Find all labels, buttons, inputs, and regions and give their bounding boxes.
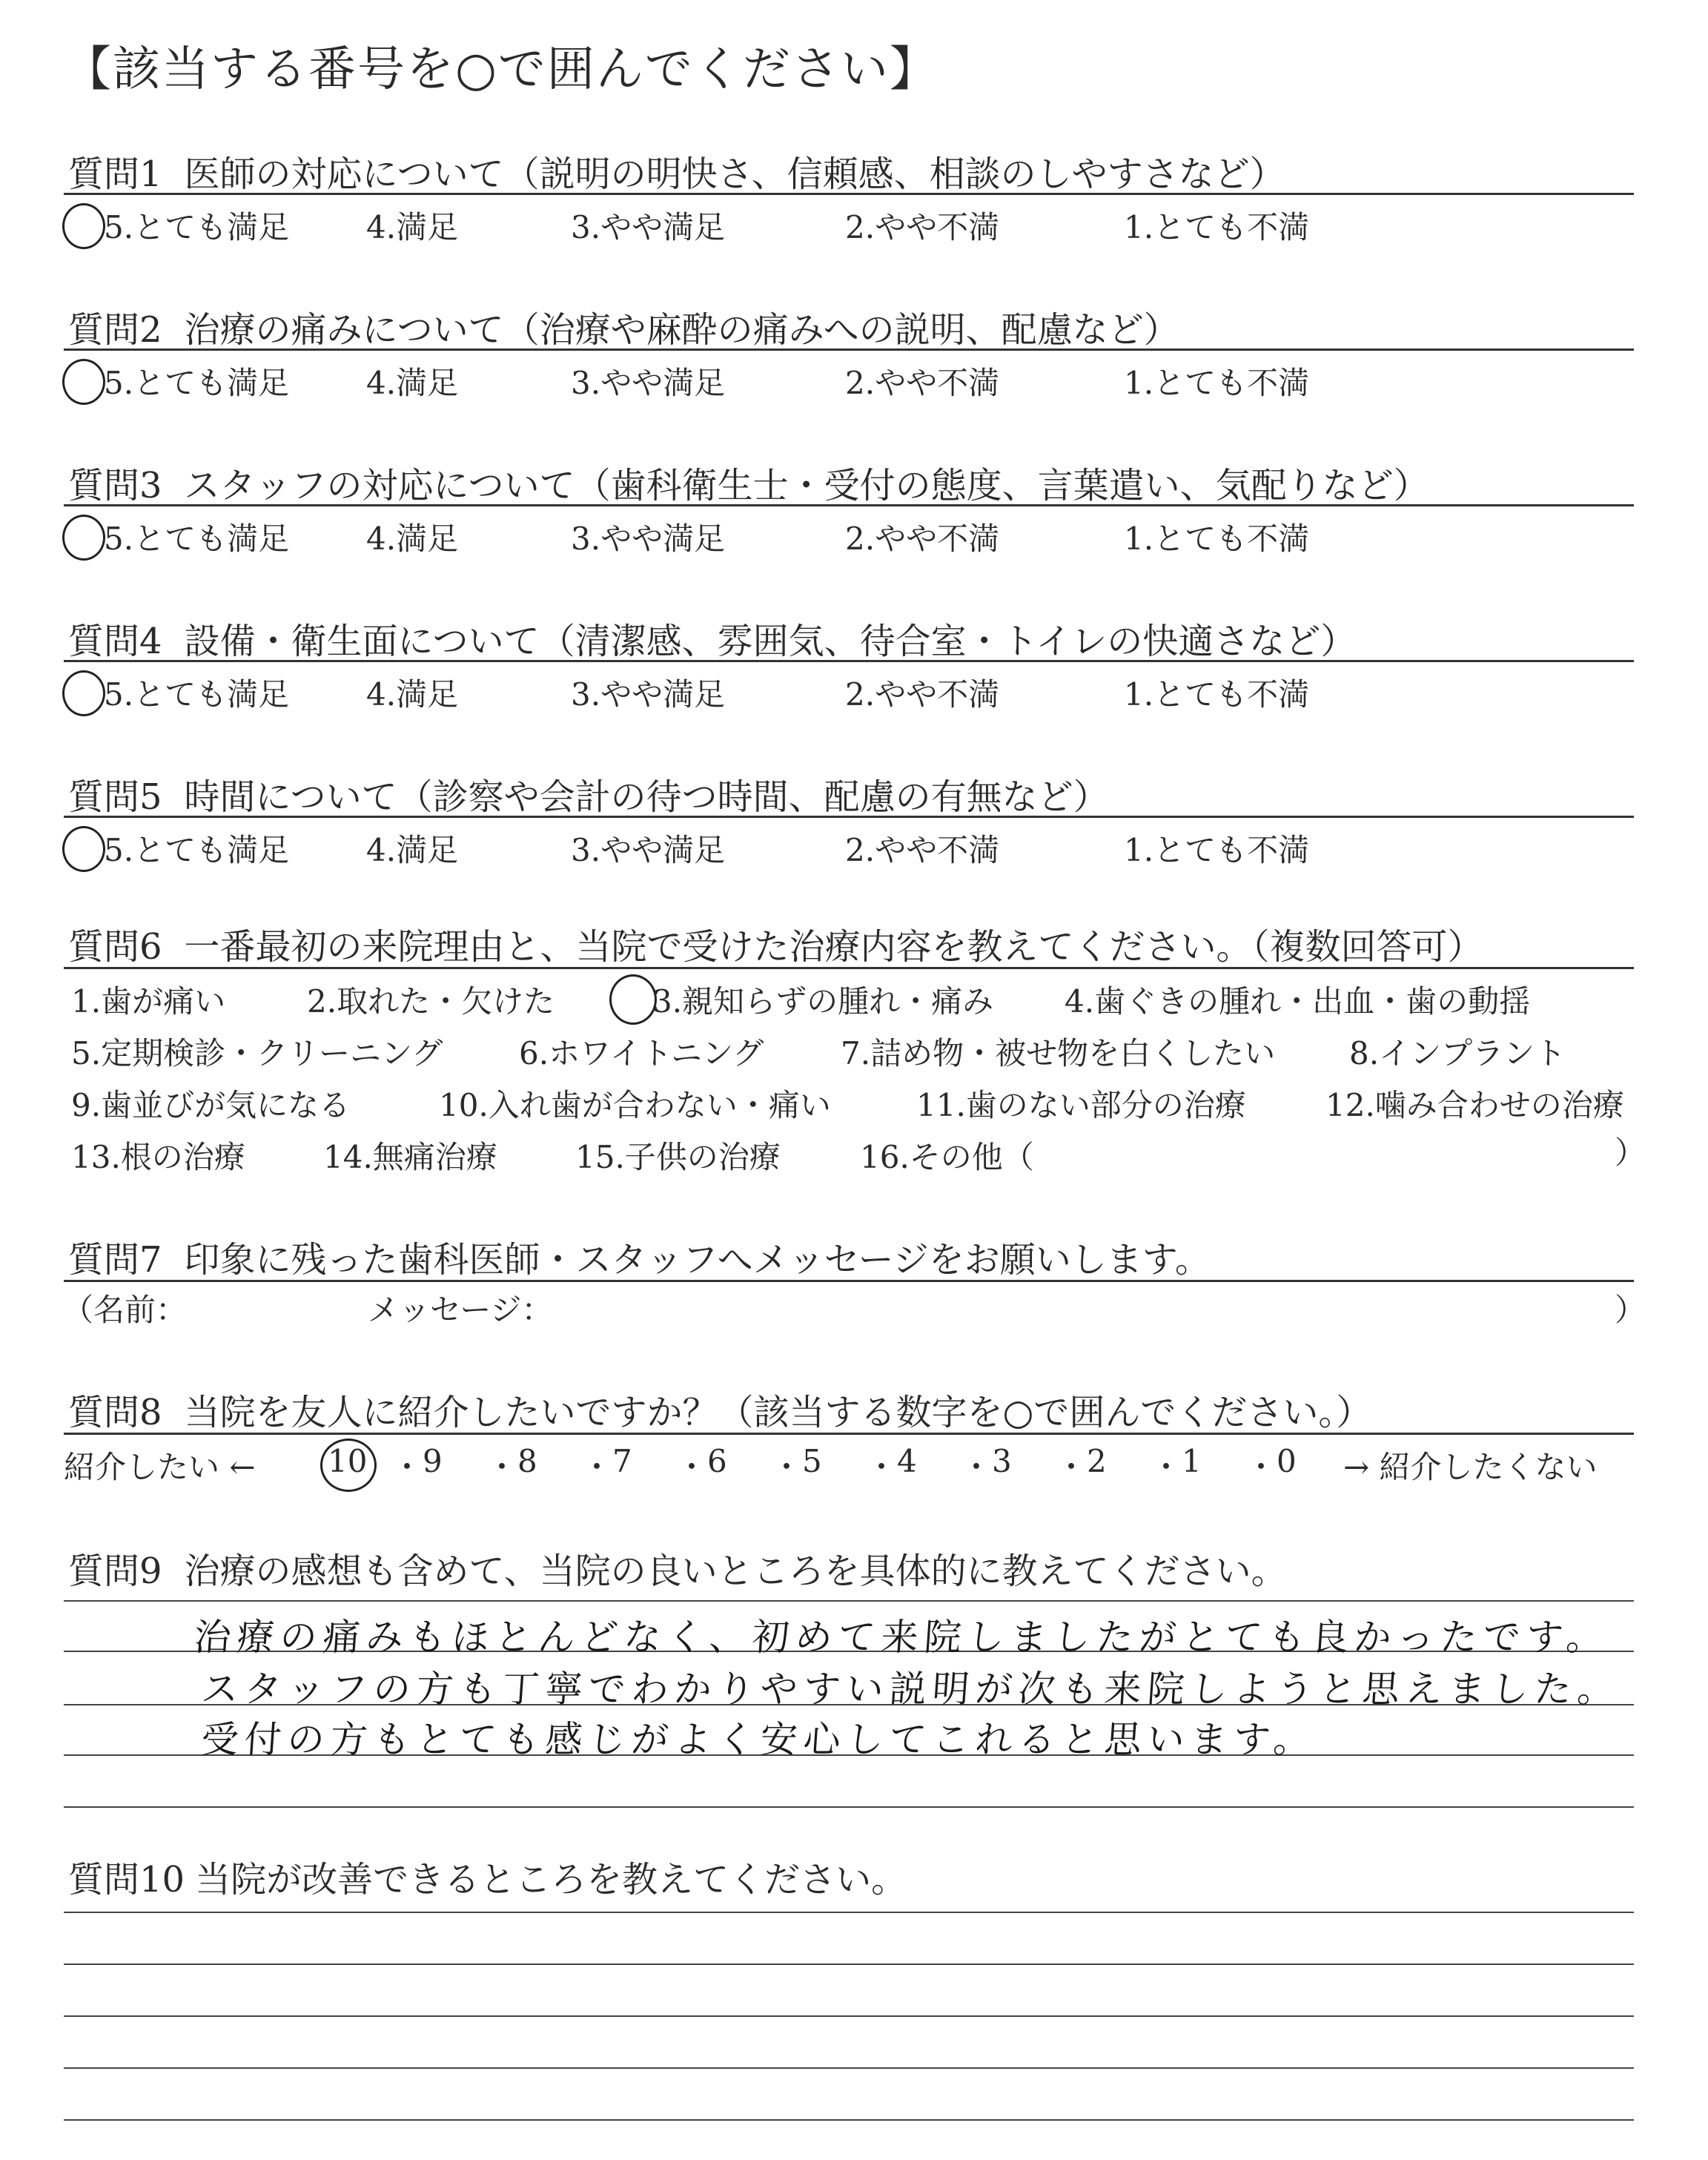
q8-title — [68, 1384, 1371, 1435]
rating-option[interactable]: 5.とても満足 — [104, 676, 290, 713]
q8-scale-value[interactable]: 1 — [1182, 1443, 1202, 1479]
q7-name-label: （名前： — [62, 1292, 188, 1328]
q9-answer-line: スタッフの方も丁寧でわかりやすい説明が次も来院しようと思えました。 — [199, 1668, 1622, 1711]
q8-scale-value[interactable]: 5 — [802, 1443, 822, 1479]
selected-answer-circle — [62, 826, 105, 872]
q6-option[interactable]: 4.歯ぐきの腫れ・出血・歯の動揺 — [1065, 983, 1531, 1020]
rating-option[interactable]: 3.やや満足 — [571, 832, 726, 868]
rating-option[interactable]: 5.とても満足 — [104, 365, 290, 401]
rating-option[interactable]: 5.とても満足 — [104, 521, 290, 557]
rating-option[interactable]: 4.満足 — [366, 521, 459, 557]
q8-scale-value[interactable]: 7 — [612, 1443, 632, 1479]
q9-answer-line: 治療の痛みもほとんどなく、初めて来院しましたがとても良かったです。 — [192, 1616, 1611, 1659]
rating-option[interactable]: 5.とても満足 — [104, 209, 290, 245]
q8-scale-separator: ・ — [1245, 1449, 1277, 1485]
rating-option[interactable]: 5.とても満足 — [104, 832, 290, 868]
q10-line — [64, 2119, 1634, 2121]
question-title — [68, 768, 1109, 819]
question-rule — [64, 193, 1634, 195]
q6-option[interactable]: 6.ホワイトニング — [519, 1035, 764, 1071]
question-number: 質問5 — [68, 776, 162, 818]
q9-line — [64, 1600, 1634, 1602]
q6-option[interactable]: 7.詰め物・被せ物を白くしたい — [841, 1035, 1276, 1071]
rating-option[interactable]: 1.とても不満 — [1124, 521, 1310, 557]
q8-scale-value[interactable]: 9 — [423, 1443, 443, 1479]
rating-option[interactable]: 2.やや不満 — [845, 365, 1000, 401]
question-text: 治療の痛みについて（治療や麻酔の痛みへの説明、配慮など） — [184, 309, 1179, 351]
rating-option[interactable]: 4.満足 — [366, 676, 459, 713]
q8-scale-separator: ・ — [581, 1449, 613, 1485]
q10-title — [68, 1851, 907, 1902]
q6-option[interactable]: 8.インプラント — [1349, 1035, 1566, 1071]
q8-scale-value[interactable]: 3 — [992, 1443, 1012, 1479]
q10-number: 質問10 — [68, 1859, 185, 1900]
q7-rule — [64, 1280, 1634, 1282]
rating-option[interactable]: 1.とても不満 — [1124, 676, 1310, 713]
q6-number: 質問6 — [68, 926, 162, 968]
q8-scale-separator: ・ — [1151, 1449, 1182, 1485]
question-rule — [64, 349, 1634, 351]
q8-text: 当院を友人に紹介したいですか？（該当する数字を○で囲んでください。） — [184, 1392, 1372, 1433]
q9-text: 治療の感想も含めて、当院の良いところを具体的に教えてください。 — [184, 1550, 1287, 1592]
q8-scale-value[interactable]: 0 — [1277, 1443, 1297, 1479]
rating-option[interactable]: 3.やや満足 — [571, 676, 726, 713]
rating-option[interactable]: 2.やや不満 — [845, 676, 1000, 713]
q8-right-label: → 紹介したくない — [1343, 1449, 1598, 1485]
q8-scale-separator: ・ — [391, 1449, 423, 1485]
rating-option[interactable]: 4.満足 — [366, 832, 459, 868]
rating-option[interactable]: 4.満足 — [366, 209, 459, 245]
q10-line — [64, 1964, 1634, 1965]
q6-option[interactable]: 10.入れ歯が合わない・痛い — [439, 1087, 831, 1123]
q6-option[interactable]: 16.その他（ — [860, 1139, 1034, 1175]
q10-text: 当院が改善できるところを教えてください。 — [195, 1859, 907, 1900]
question-number: 質問3 — [68, 465, 162, 506]
question-number: 質問4 — [68, 621, 162, 662]
q8-scale-separator: ・ — [676, 1449, 708, 1485]
q8-selected-circle — [320, 1439, 377, 1492]
question-title — [68, 457, 1429, 508]
question-title — [68, 612, 1356, 664]
question-text: スタッフの対応について（歯科衛生士・受付の態度、言葉遣い、気配りなど） — [184, 465, 1429, 506]
selected-answer-circle — [62, 670, 105, 716]
q9-answer-line: 受付の方もとても感じがよく安心してこれると思います。 — [199, 1718, 1318, 1761]
q9-number: 質問9 — [68, 1550, 162, 1592]
q8-rule — [64, 1433, 1634, 1435]
q8-scale-separator: ・ — [771, 1449, 803, 1485]
q8-left-label: 紹介したい ← — [64, 1449, 256, 1485]
q8-scale-value[interactable]: 4 — [897, 1443, 917, 1479]
q6-text: 一番最初の来院理由と、当院で受けた治療内容を教えてください。（複数回答可） — [184, 926, 1483, 968]
q6-option[interactable]: 15.子供の治療 — [575, 1139, 781, 1175]
q6-selected-circle — [609, 974, 657, 1025]
q8-number: 質問8 — [68, 1392, 162, 1433]
q6-option[interactable]: 1.歯が痛い — [71, 983, 226, 1020]
question-rule — [64, 504, 1634, 506]
q7-close-paren: ） — [1615, 1292, 1646, 1328]
q8-scale-separator: ・ — [961, 1449, 993, 1485]
q6-option[interactable]: 11.歯のない部分の治療 — [916, 1087, 1246, 1123]
q6-option[interactable]: 13.根の治療 — [71, 1139, 245, 1175]
q6-option[interactable]: 9.歯並びが気になる — [71, 1087, 351, 1123]
q6-title — [68, 918, 1483, 969]
q10-line — [64, 2067, 1634, 2069]
q6-option[interactable]: 3.親知らずの腫れ・痛み — [652, 983, 994, 1020]
q7-number: 質問7 — [68, 1239, 162, 1281]
q6-option[interactable]: 12.噛み合わせの治療 — [1325, 1087, 1624, 1123]
rating-option[interactable]: 3.やや満足 — [571, 521, 726, 557]
rating-option[interactable]: 2.やや不満 — [845, 521, 1000, 557]
selected-answer-circle — [62, 359, 105, 405]
rating-option[interactable]: 2.やや不満 — [845, 209, 1000, 245]
rating-option[interactable]: 4.満足 — [366, 365, 459, 401]
question-number: 質問1 — [68, 153, 162, 195]
q8-scale-separator: ・ — [1056, 1449, 1088, 1485]
q10-line — [64, 1912, 1634, 1913]
q9-line — [64, 1806, 1634, 1808]
rating-option[interactable]: 3.やや満足 — [571, 209, 726, 245]
question-rule — [64, 816, 1634, 818]
q8-scale-value[interactable]: 10 — [328, 1443, 368, 1479]
q9-title — [68, 1542, 1287, 1593]
q8-scale-separator: ・ — [866, 1449, 898, 1485]
q7-title — [68, 1231, 1211, 1282]
q8-scale-separator: ・ — [486, 1449, 518, 1485]
question-text: 設備・衛生面について（清潔感、雰囲気、待合室・トイレの快適さなど） — [184, 621, 1357, 662]
question-text: 医師の対応について（説明の明快さ、信頼感、相談のしやすさなど） — [184, 153, 1285, 195]
q7-message-label: メッセージ： — [368, 1292, 553, 1328]
question-text: 時間について（診察や会計の待つ時間、配慮の有無など） — [184, 776, 1109, 818]
q10-line — [64, 2015, 1634, 2017]
form-header: 【該当する番号を○で囲んでください】 — [64, 42, 939, 97]
q6-close-paren: ） — [1615, 1135, 1646, 1171]
selected-answer-circle — [62, 203, 105, 249]
selected-answer-circle — [62, 515, 105, 561]
question-title — [68, 145, 1285, 196]
q6-option[interactable]: 14.無痛治療 — [323, 1139, 497, 1175]
rating-option[interactable]: 3.やや満足 — [571, 365, 726, 401]
question-title — [68, 301, 1179, 352]
q8-scale-value[interactable]: 8 — [517, 1443, 537, 1479]
q6-option[interactable]: 2.取れた・欠けた — [307, 983, 555, 1020]
question-rule — [64, 660, 1634, 662]
q6-option[interactable]: 5.定期検診・クリーニング — [71, 1035, 443, 1071]
rating-option[interactable]: 1.とても不満 — [1124, 832, 1310, 868]
rating-option[interactable]: 1.とても不満 — [1124, 209, 1310, 245]
rating-option[interactable]: 2.やや不満 — [845, 832, 1000, 868]
question-number: 質問2 — [68, 309, 162, 351]
q7-text: 印象に残った歯科医師・スタッフへメッセージをお願いします。 — [184, 1239, 1211, 1281]
q6-rule — [64, 967, 1634, 969]
q8-scale-value[interactable]: 2 — [1087, 1443, 1107, 1479]
rating-option[interactable]: 1.とても不満 — [1124, 365, 1310, 401]
q8-scale-value[interactable]: 6 — [707, 1443, 727, 1479]
